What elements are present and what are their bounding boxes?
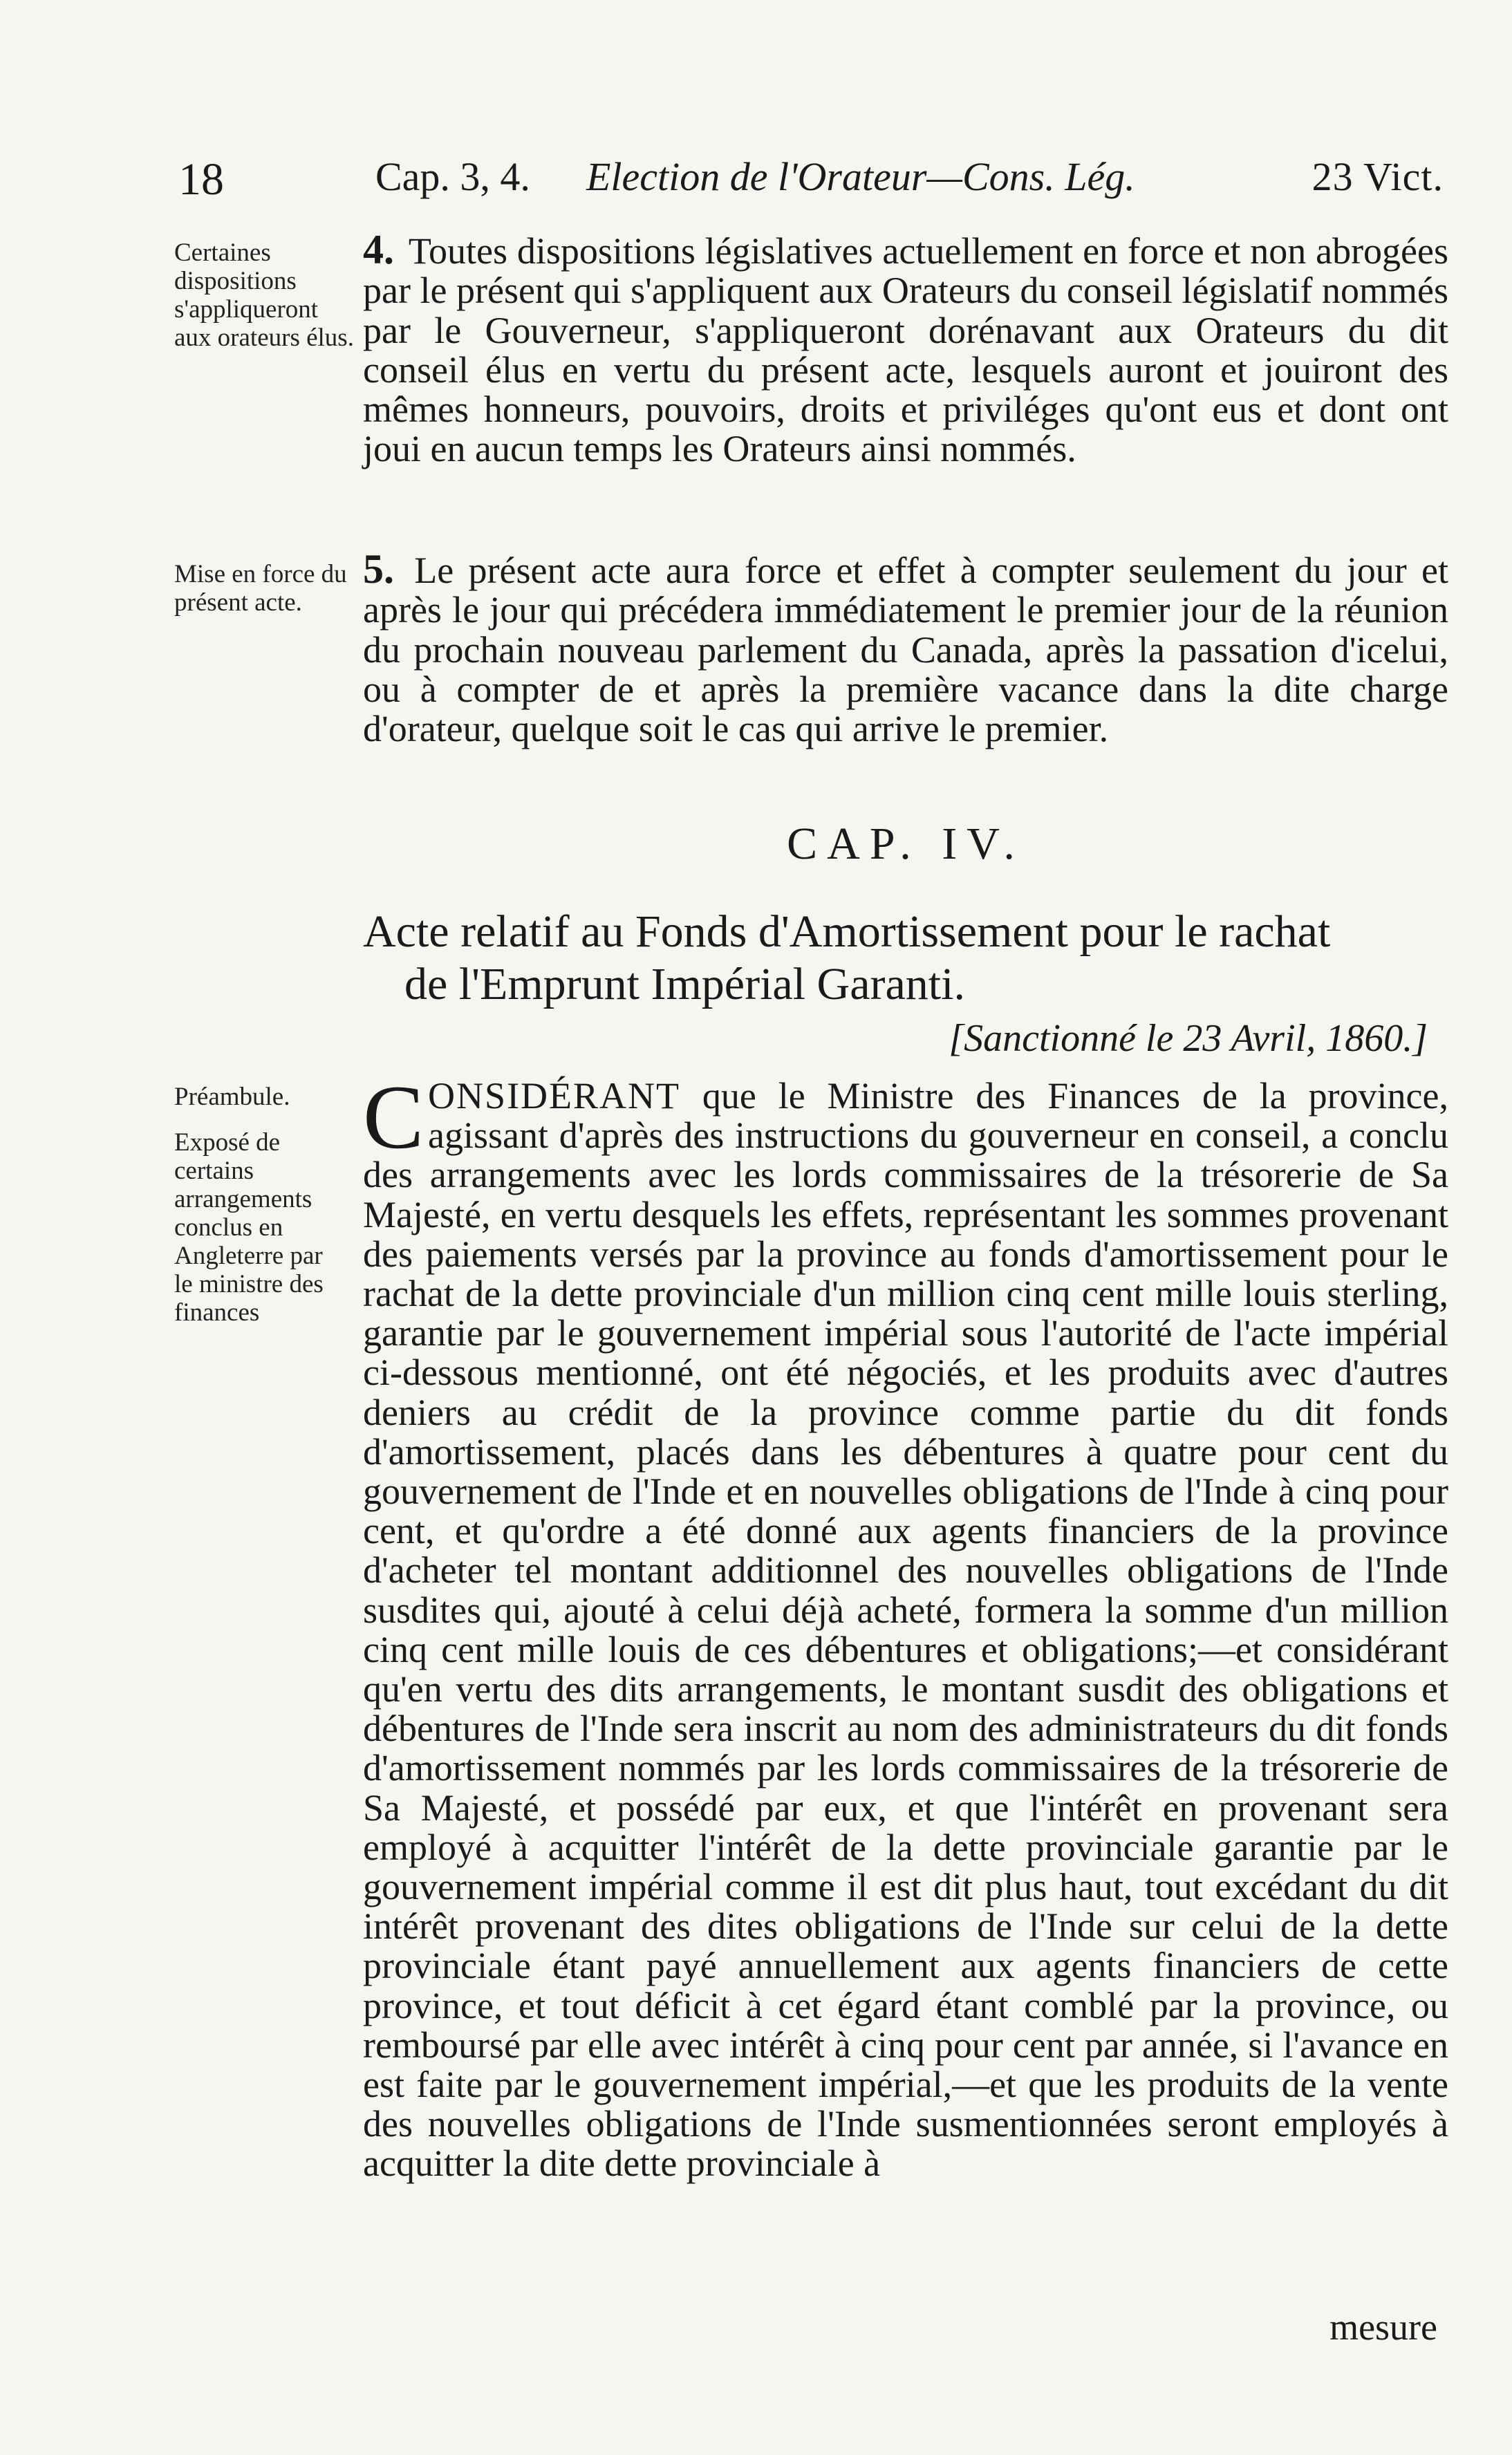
section-5 [363,546,1449,750]
margin-note-arrangements: Exposé de certains arrangements conclus en Angleterre par le ministre des finances [174,1128,324,1327]
running-title: Election de l'Orateur—Cons. Lég. [586,154,1135,199]
act-title [363,906,1448,1011]
drop-cap: C [363,1066,424,1168]
act-title-line-1: Acte relatif au Fonds d'Amortissement pour le rachat [363,906,1331,957]
preamble [363,1066,1448,2185]
preamble-lead: ONSIDÉRANT [428,1075,681,1117]
section-number: 5. [363,546,394,592]
regnal-year: 23 Vict. [1312,154,1444,199]
catchword: mesure [1329,2306,1437,2348]
margin-note-section-4: Certaines dispositions s'appliqueront aux orateurs élus. [174,239,354,352]
running-header [178,153,1444,209]
chapter-reference: Cap. 3, 4. [375,154,530,199]
act-title-line-2: de l'Emprunt Impérial Garanti. [404,959,965,1009]
page-number: 18 [178,154,224,205]
chapter-heading: CAP. IV. [787,819,1025,869]
section-text: Toutes dispositions législatives actuellement en force et non abrogées par le présent qui s'appliquent aux Orateurs du conseil législatif nommés par le Gouverneur, s'appliqueront dorénavant aux Orateurs du dit conseil élus en vertu du présent acte, lesquels auront et jouiront des mêmes honneurs, pouvoirs, droits et priviléges qu'ont eus et dont ont joui en aucun temps les Orateurs ainsi nommés. [363,230,1448,470]
preamble-text: que le Ministre des Finances de la province, agissant d'après des instructions du gouverneur en conseil, a conclu des arrangements avec les lords commissaires de la trésorerie de Sa Majesté, en vertu desquels les effets, représentant les sommes provenant des paiements versés par la province au fonds d'amortissement pour le rachat de la dette provinciale d'un million cinq cent mille louis sterling, garantie par le gouvernement impérial sous l'autorité de l'acte impérial ci-dessous mentionné, ont été négociés, et les produits avec d'autres deniers au crédit de la province comme partie du dit fonds d'amortissement, placés dans les débentures à quatre pour cent du gouvernement de l'Inde et en nouvelles obligations de l'Inde à cinq pour cent, et qu'ordre a été donné aux agents financiers de la province d'acheter tel montant additionnel des nouvelles obligations de l'Inde susdites qui, ajouté à celui déjà acheté, formera la somme d'un million cinq cent mille louis de ces débentures et obligations;—et considérant qu'en vertu des dits arrangements, le montant susdit des obligations et débentures de l'Inde sera inscrit au nom des administrateurs du dit fonds d'amortissement nommés par les lords commissaires de la trésorerie de Sa Majesté, et possédé par eux, et que l'intérêt en provenant sera employé à acquitter l'intérêt de la dette provinciale garantie par le gouvernement impérial comme il est dit plus haut, tout excédant du dit intérêt provenant des dites obligations de l'Inde sur celui de la dette provinciale étant payé annuellement aux agents financiers de cette province, et tout déficit à cet égard étant comblé par la province, ou remboursé par elle avec intérêt à cinq pour cent par année, si l'avance en est faite par le gouvernement impérial,—et que les produits de la vente des nouvelles obligations de l'Inde susmentionnées seront employés à acquitter la dite dette provinciale à [363,1075,1448,2185]
margin-note-section-5: Mise en force du présent acte. [174,560,347,617]
section-text: Le présent acte aura force et effet à compter seulement du jour et après le jour qui précédera immédiatement le premier jour de la réunion du prochain nouveau parlement du Canada, après la passation d'icelui, ou à compter de et après la première vacance dans la dite charge d'orateur, quelque soit le cas qui arrive le premier. [363,550,1449,750]
margin-note-preamble: Préambule. [174,1083,290,1111]
sanction-date: [Sanctionné le 23 Avril, 1860.] [949,1017,1428,1060]
section-number: 4. [363,227,394,272]
section-4 [363,227,1448,470]
